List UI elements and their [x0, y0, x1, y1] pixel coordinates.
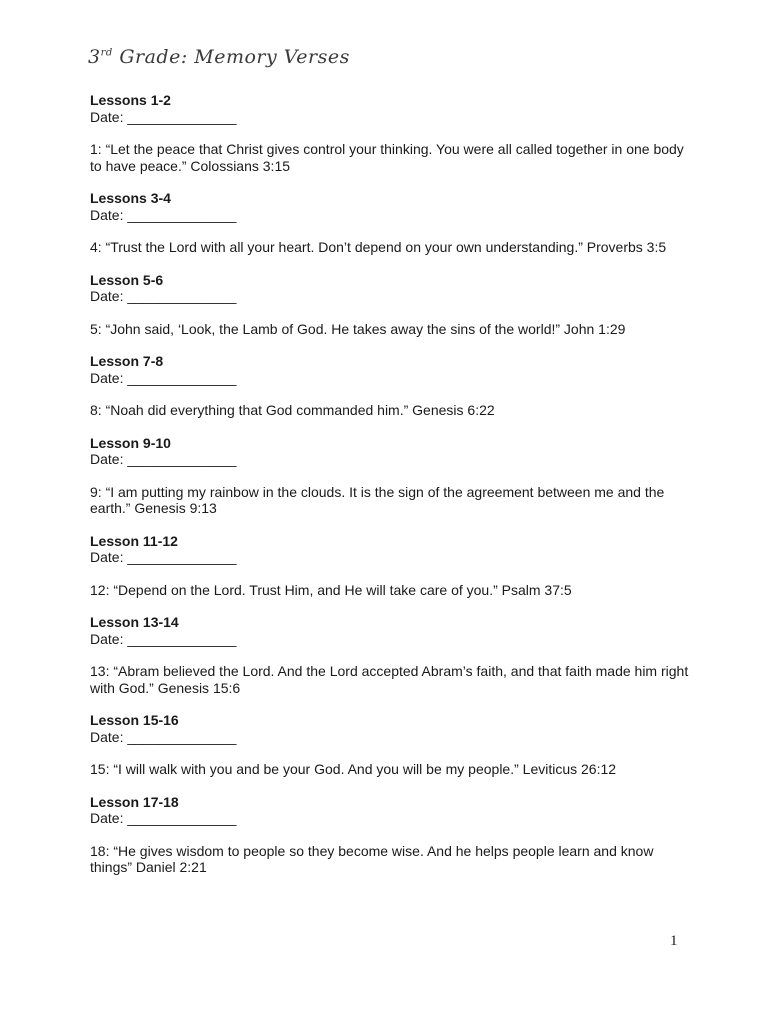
date-line: Date: ______________ — [90, 810, 237, 826]
lesson-title: Lesson 15-16 — [90, 712, 179, 728]
lesson-block — [90, 272, 690, 305]
lesson-block — [90, 353, 690, 386]
memory-verse: 9: “I am putting my rainbow in the clouds. It is the sign of the agreement between me and the earth.” Genesis 9:13 — [90, 483, 665, 516]
lesson-block — [90, 614, 690, 647]
memory-verse: 18: “He gives wisdom to people so they become wise. And he helps people learn and know things” Daniel 2:21 — [90, 842, 654, 875]
date-line: Date: ______________ — [90, 206, 237, 223]
memory-verse: 12: “Depend on the Lord. Trust Him, and He will take care of you.” Psalm 37:5 — [90, 581, 572, 598]
lesson-title: Lesson 17-18 — [90, 793, 179, 810]
memory-verse: 15: “I will walk with you and be your God. And you will be my people.” Leviticus 26:12 — [90, 761, 617, 777]
page-title — [88, 46, 350, 68]
lesson-block — [90, 190, 690, 223]
lesson-block — [90, 794, 690, 827]
date-line: Date: ______________ — [90, 108, 237, 125]
memory-verse-list — [90, 92, 690, 892]
title-text: Grade: Memory Verses — [112, 46, 350, 68]
lesson-block — [90, 533, 690, 566]
lesson-title: Lesson 9-10 — [90, 434, 171, 451]
title-grade-number: 3 — [88, 46, 101, 68]
title-grade-suffix: rd — [100, 47, 113, 59]
date-line: Date: ______________ — [90, 549, 237, 565]
date-line: Date: ______________ — [90, 451, 237, 467]
memory-verse: 5: “John said, ‘Look, the Lamb of God. He takes away the sins of the world!” John 1:29 — [90, 320, 626, 337]
date-line: Date: ______________ — [90, 630, 237, 647]
lesson-title: Lessons 3-4 — [90, 190, 171, 206]
memory-verse: 8: “Noah did everything that God commanded him.” Genesis 6:22 — [90, 402, 495, 418]
date-line: Date: ______________ — [90, 369, 237, 386]
date-line: Date: ______________ — [90, 288, 237, 304]
lesson-title: Lesson 11-12 — [90, 532, 178, 549]
date-line: Date: ______________ — [90, 728, 237, 745]
lesson-title: Lesson 13-14 — [90, 614, 179, 630]
page-number: 1 — [670, 933, 678, 949]
lesson-title: Lessons 1-2 — [90, 92, 171, 108]
lesson-block — [90, 712, 690, 745]
lesson-title: Lesson 5-6 — [90, 271, 164, 288]
lesson-block — [90, 435, 690, 468]
memory-verse: 4: “Trust the Lord with all your heart. Don’t depend on your own understanding.” Proverbs 3:5 — [90, 239, 667, 255]
lesson-title: Lesson 7-8 — [90, 353, 164, 369]
memory-verse: 1: “Let the peace that Christ gives control your thinking. You were all called together in one body to have peace.” Colossians 3:15 — [90, 141, 684, 174]
memory-verse: 13: “Abram believed the Lord. And the Lord accepted Abram’s faith, and that faith made him right with God.” Genesis 15:6 — [90, 663, 689, 696]
lesson-block — [90, 92, 690, 125]
